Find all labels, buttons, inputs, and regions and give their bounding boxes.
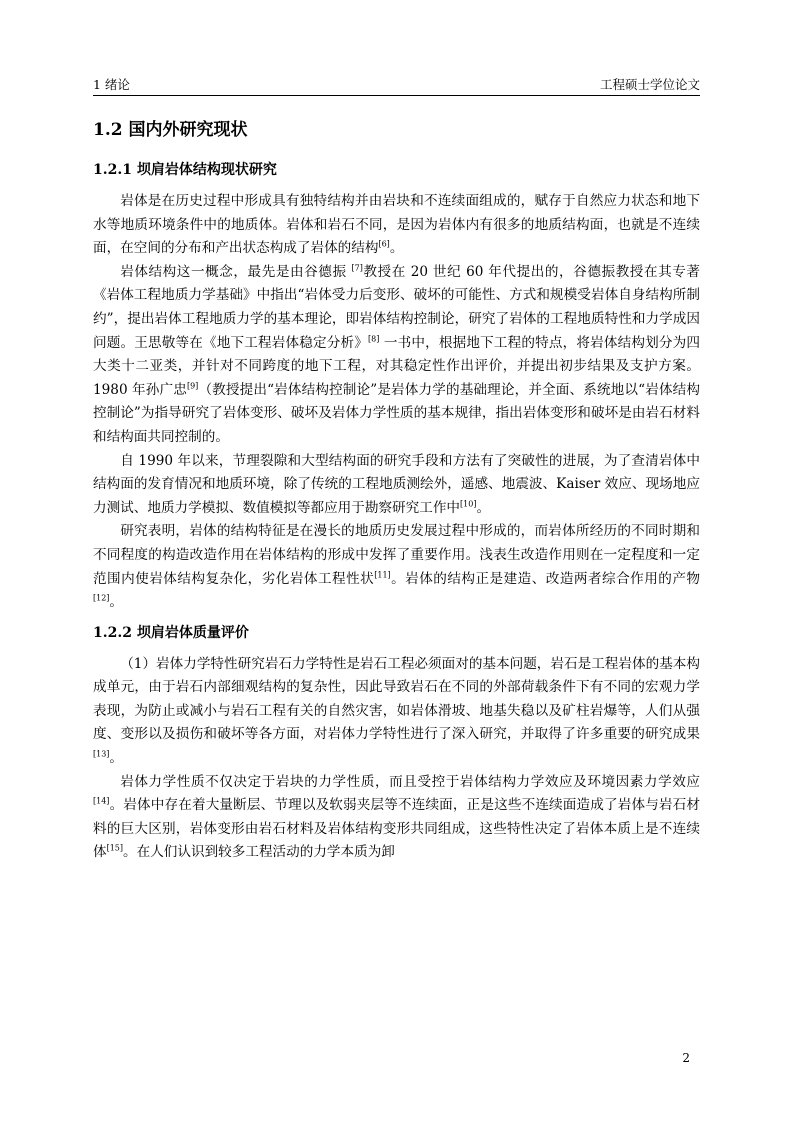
section-title: 1.2 国内外研究现状 — [93, 120, 248, 140]
header-chapter: 1 绪论 — [93, 77, 130, 92]
subsection-title-2: 1.2.2 坝肩岩体质量评价 — [93, 624, 249, 641]
citation-ref: [14] — [93, 796, 110, 806]
header-divider — [93, 95, 700, 96]
citation-ref: [9] — [186, 381, 199, 391]
page-header — [93, 76, 700, 94]
citation-ref: [8] — [368, 334, 380, 344]
page-body — [93, 118, 700, 865]
paragraph: 自 1990 年以来，节理裂隙和大型结构面的研究手段和方法有了突破性的进展，为了查清岩体中结构面的发育情况和地质环境，除了传统的工程地质测绘外，遥感、地震波、Kaiser 效应、现场地应力测试、地质力学模拟、数值模拟等都应用于勘察研究工作中[10]。 — [93, 452, 700, 516]
citation-ref: [13] — [93, 749, 110, 759]
header-thesis-type: 工程硕士学位论文 — [599, 77, 700, 92]
citation-ref: [7] — [351, 263, 363, 273]
subsection-title-1: 1.2.1 坝肩岩体结构现状研究 — [93, 162, 277, 178]
citation-ref: [12] — [93, 593, 110, 603]
citation-ref: [15] — [106, 843, 124, 853]
page-number: 2 — [682, 1051, 690, 1065]
paragraph: 岩体力学性质不仅决定于岩块的力学性质，而且受控于岩体结构力学效应及环境因素力学效应[14]。岩体中存在着大量断层、节理以及软弱夹层等不连续面，正是这些不连续面造成了岩体与岩石材料的巨大区别，岩体变形由岩石材料及岩体结构变形共同组成，这些特性决定了岩体本质上是不连续体[15]。在人们认识到较多工程活动的力学本质为卸 — [93, 773, 700, 861]
citation-ref: [10] — [460, 499, 477, 509]
paragraph: 岩体结构这一概念，最先是由谷德振 [7]教授在 20 世纪 60 年代提出的，谷德振教授在其专著《岩体工程地质力学基础》中指出“岩体受力后变形、破坏的可能性、方式和规模受岩体自身结构所制约”，提出岩体工程地质力学的基本理论，即岩体结构控制论，研究了岩体的工程地质特性和力学成因问题。王思敬等在《地下工程岩体稳定分析》[8] 一书中，根据地下工程的特点，将岩体结构划分为四大类十二亚类，并针对不同跨度的地下工程，对其稳定性作出评价，并提出初步结果及支护方案。1980 年孙广忠[9]（教授提出“岩体结构控制论”是岩体力学的基础理论，并全面、系统地以“岩体结构控制论”为指导研究了岩体变形、破坏及岩体力学性质的基本规律，指出岩体变形和破坏是由岩石材料和结构面共同控制的。 — [93, 263, 701, 445]
paragraph: 岩体是在历史过程中形成具有独特结构并由岩块和不连续面组成的，赋存于自然应力状态和地下水等地质环境条件中的地质体。岩体和岩石不同，是因为岩体内有很多的地质结构面，也就是不连续面，在空间的分布和产出状态构成了岩体的结构[6]。 — [93, 193, 700, 257]
paragraph: 研究表明，岩体的结构特征是在漫长的地质历史发展过程中形成的，而岩体所经历的不同时期和不同程度的构造改造作用在岩体结构的形成中发挥了重要作用。浅表生改造作用则在一定程度和一定范围内使岩体结构复杂化，劣化岩体工程性状[11]。岩体的结构正是建造、改造两者综合作用的产物[12]。 — [93, 523, 701, 611]
citation-ref: [6] — [378, 239, 390, 249]
citation-ref: [11] — [374, 569, 391, 579]
paragraph: （1）岩体力学特性研究岩石力学特性是岩石工程必须面对的基本问题，岩石是工程岩体的基本构成单元，由于岩石内部细观结构的复杂性，因此导致岩石在不同的外部荷载条件下有不同的宏观力学表现，为防止或减小与岩石工程有关的自然灾害，如岩体滑坡、地基失稳以及矿柱岩爆等，人们从强度、变形以及损伤和破坏等各方面，对岩体力学特性进行了深入研究，并取得了许多重要的研究成果[13]。 — [93, 655, 700, 767]
